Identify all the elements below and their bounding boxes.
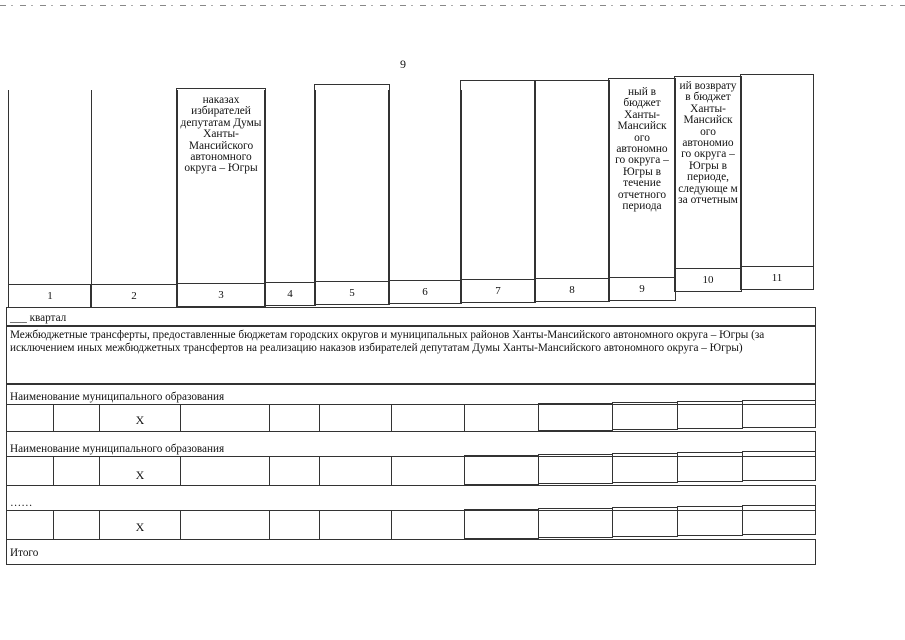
data-cell: [319, 404, 392, 432]
data-cell: [6, 510, 54, 540]
column-number-9: 9: [608, 277, 676, 301]
x-mark-cell: [99, 404, 181, 432]
column-number-6: 6: [388, 280, 462, 304]
data-cell: [180, 456, 270, 486]
data-cell: [538, 454, 613, 484]
header-col-10-text: ий возврату в бюджет Ханты-Мансийск ого автономио го округа – Югры в периоде, следующе м за отчетным: [678, 80, 738, 207]
column-number-3: 3: [176, 283, 266, 307]
column-number-8: 8: [534, 278, 610, 302]
data-cell: [319, 456, 392, 486]
row-ellipsis: ……: [6, 485, 816, 511]
data-cell: [464, 509, 539, 539]
data-cell: [6, 404, 54, 432]
row-municipality-name-2: Наименование муниципального образования: [6, 431, 816, 457]
header-col-2: [90, 90, 178, 286]
data-cell: [612, 453, 678, 483]
data-cell: [742, 400, 816, 428]
header-col-11: [740, 74, 814, 270]
data-cell: [6, 456, 54, 486]
header-col-3-text: наказах избирателей депутатам Думы Ханты-Мансийского автономного округа – Югры: [180, 94, 262, 175]
data-cell: [742, 505, 816, 535]
data-cell: [269, 510, 320, 540]
header-col-8: [534, 80, 610, 286]
x-mark: Х: [135, 468, 145, 482]
header-col-5: [314, 84, 390, 286]
data-cell: [391, 404, 465, 432]
data-cell: [464, 404, 539, 432]
row-transfers-description: Межбюджетные трансферты, предоставленные бюджетам городских округов и муниципальных районов Ханты-Мансийского автономного округа – Югры (за исключением иных межбюджетных трансфертов на реализацию наказов избирателей депутатам Думы Ханты-Мансийского автономного округа – Югры): [6, 325, 816, 385]
row-municipality-name-1: Наименование муниципального образования: [6, 383, 816, 405]
data-cell: [269, 404, 320, 432]
x-mark-cell: [99, 456, 181, 486]
data-cell: [612, 507, 678, 537]
header-col-7: [460, 80, 536, 286]
data-cell: [464, 455, 539, 485]
data-cell: [391, 510, 465, 540]
header-col-9: [608, 78, 676, 286]
column-number-2: 2: [90, 284, 178, 308]
data-cell: [53, 456, 100, 486]
x-mark-cell: [99, 510, 181, 540]
row-total: Итого: [6, 539, 816, 565]
data-cell: [180, 510, 270, 540]
column-number-7: 7: [460, 279, 536, 303]
header-col-10: [674, 76, 742, 270]
row-quarter: ___ квартал: [6, 307, 816, 327]
data-cell: [269, 456, 320, 486]
column-number-4: 4: [264, 282, 316, 306]
data-cell: [677, 506, 743, 536]
data-cell: [53, 510, 100, 540]
x-mark: Х: [135, 520, 145, 534]
header-col-4: [264, 90, 316, 286]
column-number-5: 5: [314, 281, 390, 305]
header-col-3: [176, 88, 266, 286]
data-cell: [677, 452, 743, 482]
data-cell: [612, 402, 678, 430]
data-cell: [319, 510, 392, 540]
data-cell: [391, 456, 465, 486]
header-col-6: [388, 90, 462, 286]
header-col-1: [8, 90, 92, 286]
header-col-9-text: ный в бюджет Ханты-Мансийск ого автономно го округа – Югры в течение отчетного периода: [615, 86, 669, 213]
data-cell: [677, 401, 743, 429]
column-number-10: 10: [674, 268, 742, 292]
column-number-1: 1: [8, 284, 92, 308]
column-number-11: 11: [740, 266, 814, 290]
data-cell: [538, 508, 613, 538]
data-cell: [180, 404, 270, 432]
data-cell: [742, 451, 816, 481]
data-cell: [53, 404, 100, 432]
data-cell: [538, 403, 613, 431]
page-number: 9: [400, 57, 406, 71]
x-mark: Х: [135, 413, 145, 427]
